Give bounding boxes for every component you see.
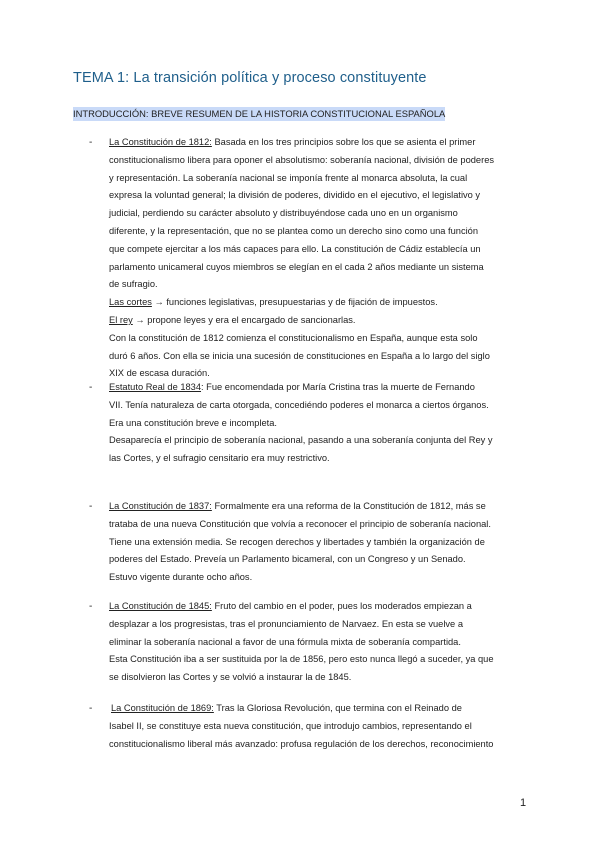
- item-heading: La Constitución de 1845:: [109, 601, 212, 611]
- text-line: Era una constitución breve e incompleta.: [109, 417, 277, 428]
- text-line: Estuvo vigente durante ocho años.: [109, 572, 253, 583]
- item-heading: La Constitución de 1837:: [109, 501, 212, 511]
- text-line: duró 6 años. Con ella se inicia una sucesión de constituciones en España a lo largo del siglo: [109, 350, 490, 361]
- text-line: Fruto del cambio en el poder, pues los moderados empiezan a: [211, 601, 472, 611]
- text-line: Desaparecía el principio de soberanía nacional, pasando a una soberanía conjunta del Rey y: [109, 435, 493, 446]
- text-line: → propone leyes y era el encargado de sancionarlas.: [132, 314, 356, 325]
- text-line: las Cortes, y el sufragio censitario era muy restrictivo.: [109, 453, 330, 464]
- text-line: constitucionalismo liberal más avanzado: profusa regulación de los derechos, reconocimiento: [109, 738, 494, 749]
- page-title: TEMA 1: La transición política y proceso constituyente: [73, 70, 427, 86]
- text-line: Isabel II, se constituye esta nueva constitución, que introdujo cambios, representando el: [109, 720, 472, 731]
- text-line: parlamento unicameral cuyos miembros se elegían en el cada 2 años mediante un sistema: [109, 261, 484, 272]
- bullet-dash: -: [89, 703, 93, 714]
- bullet-dash: -: [89, 382, 93, 393]
- text-line: XIX de escasa duración.: [109, 368, 210, 379]
- item-heading: La Constitución de 1812:: [109, 137, 212, 147]
- text-line: Basada en los tres principios sobre los que se asienta el primer: [211, 137, 476, 147]
- text-line: y representación. La soberanía nacional se imponía frente al monarca absoluta, la cual: [109, 172, 468, 183]
- text-line: Con la constitución de 1812 comienza el constitucionalismo en España, aunque esta solo: [109, 332, 478, 343]
- text-line: se disolvieron las Cortes y se volvió a instaurar la de 1845.: [109, 672, 352, 683]
- text-line: de sufragio.: [109, 279, 158, 290]
- text-line: Tiene una extensión media. Se recogen derechos y libertades y también la organización de: [109, 536, 485, 547]
- text-line: poderes del Estado. Preveía un Parlamento bicameral, con un Congreso y un Senado.: [109, 554, 466, 565]
- item-heading: Estatuto Real de 1834: [109, 382, 202, 392]
- rey-label: El rey: [109, 314, 133, 325]
- text-line: : Fue encomendada por María Cristina tras la muerte de Fernando: [201, 382, 475, 392]
- bullet-dash: -: [89, 137, 93, 148]
- bullet-dash: -: [89, 501, 93, 512]
- text-line: expresa la voluntad general; la división de poderes, dividido en el ejecutivo, el legislativo y: [109, 190, 481, 201]
- text-line: → funciones legislativas, presupuestarias y de fijación de impuestos.: [151, 297, 438, 308]
- bullet-dash: -: [89, 601, 93, 612]
- text-line: Tras la Gloriosa Revolución, que termina con el Reinado de: [213, 703, 462, 713]
- cortes-label: Las cortes: [109, 297, 152, 308]
- page-number: 1: [520, 797, 527, 809]
- item-heading: La Constitución de 1869:: [111, 703, 214, 713]
- text-line: desplazar a los progresistas, tras el pronunciamiento de Narvaez. En esta se vuelve a: [109, 618, 463, 629]
- text-line: que compete ejercitar a los más capaces para ello. La constitución de Cádiz establecía un: [109, 243, 481, 254]
- text-line: VII. Tenía naturaleza de carta otorgada, concediéndo poderes el monarca a ciertos órganos.: [109, 399, 489, 410]
- section-heading-highlighted: INTRODUCCIÓN: BREVE RESUMEN DE LA HISTORIA CONSTITUCIONAL ESPAÑOLA: [73, 108, 446, 119]
- text-line: Esta Constitución iba a ser sustituida por la de 1856, pero esto nunca llegó a suceder, ya que: [109, 654, 494, 665]
- text-line: Formalmente era una reforma de la Constitución de 1812, más se: [211, 501, 486, 511]
- text-line: eliminar la soberanía nacional a favor de una fórmula mixta de soberanía compartida.: [109, 636, 461, 647]
- text-line: diferente, y la representación, que no se plantea como un derecho sino como una función: [109, 225, 479, 236]
- text-line: judicial, perdiendo su carácter absoluto y distribuyéndose cada uno en un organismo: [109, 208, 458, 219]
- text-line: constitucionalismo libera para oponer el absolutismo: soberanía nacional, división de poderes: [109, 154, 495, 165]
- text-line: trataba de una nueva Constitución que volvía a reconocer el principio de soberanía nacional.: [109, 518, 491, 529]
